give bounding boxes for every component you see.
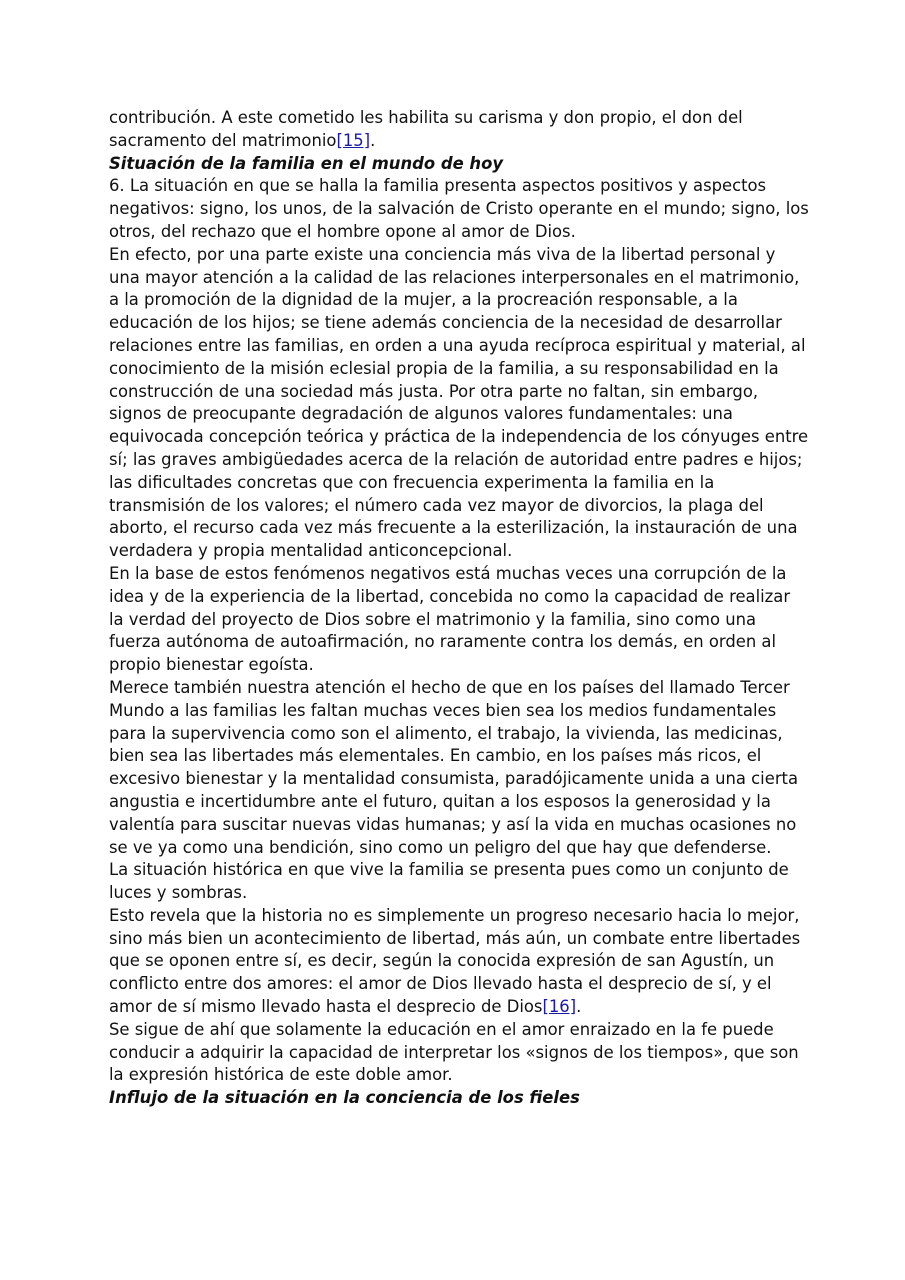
paragraph-contribucion: contribución. A este cometido les habilita su carisma y don propio, el don del sacramento del matrimonio[15]. (109, 108, 743, 150)
footnote-link-15[interactable]: [15] (336, 130, 371, 150)
paragraph-en-efecto: En efecto, por una parte existe una conciencia más viva de la libertad personal y una mayor atención a la calidad de las relaciones interpersonales en el matrimonio, a la promoción de la dignidad de la mujer, a la procreación responsable, a la educación de los hijos; se tiene además conciencia de la necesidad de desarrollar relaciones entre las familias, en orden a una ayuda recíproca espiritual y material, al conocimiento de la misión eclesial propia de la familia, a su responsabilidad en la construcción de una sociedad más justa. Por otra parte no faltan, sin embargo, signos de preocupante degradación de algunos valores fundamentales: una equivocada concepción teórica y práctica de la independencia de los cónyuges entre sí; las graves ambigüedades acerca de la relación de autoridad entre padres e hijos; las dificultades concretas que con frecuencia experimenta la familia en la transmisión de los valores; el número cada vez mayor de divorcios, la plaga del aborto, el recurso cada vez más frecuente a la esterilización, la instauración de una verdadera y propia mentalidad anticoncepcional. (109, 244, 809, 561)
paragraph-merece: Merece también nuestra atención el hecho de que en los países del llamado Tercer Mundo a las familias les faltan muchas veces bien sea los medios fundamentales para la supervivencia como son el alimento, el trabajo, la vivienda, las medicinas, bien sea las libertades más elementales. En cambio, en los países más ricos, el excesivo bienestar y la mentalidad consumista, paradójicamente unida a una cierta angustia e incertidumbre ante el futuro, quitan a los esposos la generosidad y la valentía para suscitar nuevas vidas humanas; y así la vida en muchas ocasiones no se ve ya como una bendición, sino como un peligro del que hay que defenderse. (109, 677, 799, 857)
footnote-link-16[interactable]: [16] (542, 997, 577, 1017)
paragraph-esto-revela: Esto revela que la historia no es simplemente un progreso necesario hacia lo mejor, sino más bien un acontecimiento de libertad, más aún, un combate entre libertades que se oponen entre sí, es decir, según la conocida expresión de san Agustín, un conflicto entre dos amores: el amor de Dios llevado hasta el desprecio de sí, y el amor de sí mismo llevado hasta el desprecio de Dios[16]. (109, 905, 801, 1017)
section-heading-influjo: Influjo de la situación en la conciencia de los fieles (109, 1088, 580, 1108)
section-heading-situacion: Situación de la familia en el mundo de hoy (109, 153, 504, 173)
paragraph-6: 6. La situación en que se halla la familia presenta aspectos positivos y aspectos negativos: signo, los unos, de la salvación de Cristo operante en el mundo; signo, los otros, del rechazo que el hombre opone al amor de Dios. (109, 176, 809, 241)
paragraph-situacion-historica: La situación histórica en que vive la familia se presenta pues como un conjunto de luces y sombras. (109, 860, 789, 903)
document-page (109, 107, 809, 1110)
paragraph-en-la-base: En la base de estos fenómenos negativos está muchas veces una corrupción de la idea y de la experiencia de la libertad, concebida no como la capacidad de realizar la verdad del proyecto de Dios sobre el matrimonio y la familia, sino como una fuerza autónoma de autoafirmación, no raramente contra los demás, en orden al propio bienestar egoísta. (109, 563, 791, 675)
paragraph-se-sigue: Se sigue de ahí que solamente la educación en el amor enraizado en la fe puede conducir a adquirir la capacidad de interpretar los «signos de los tiempos», que son la expresión histórica de este doble amor. (109, 1019, 799, 1085)
